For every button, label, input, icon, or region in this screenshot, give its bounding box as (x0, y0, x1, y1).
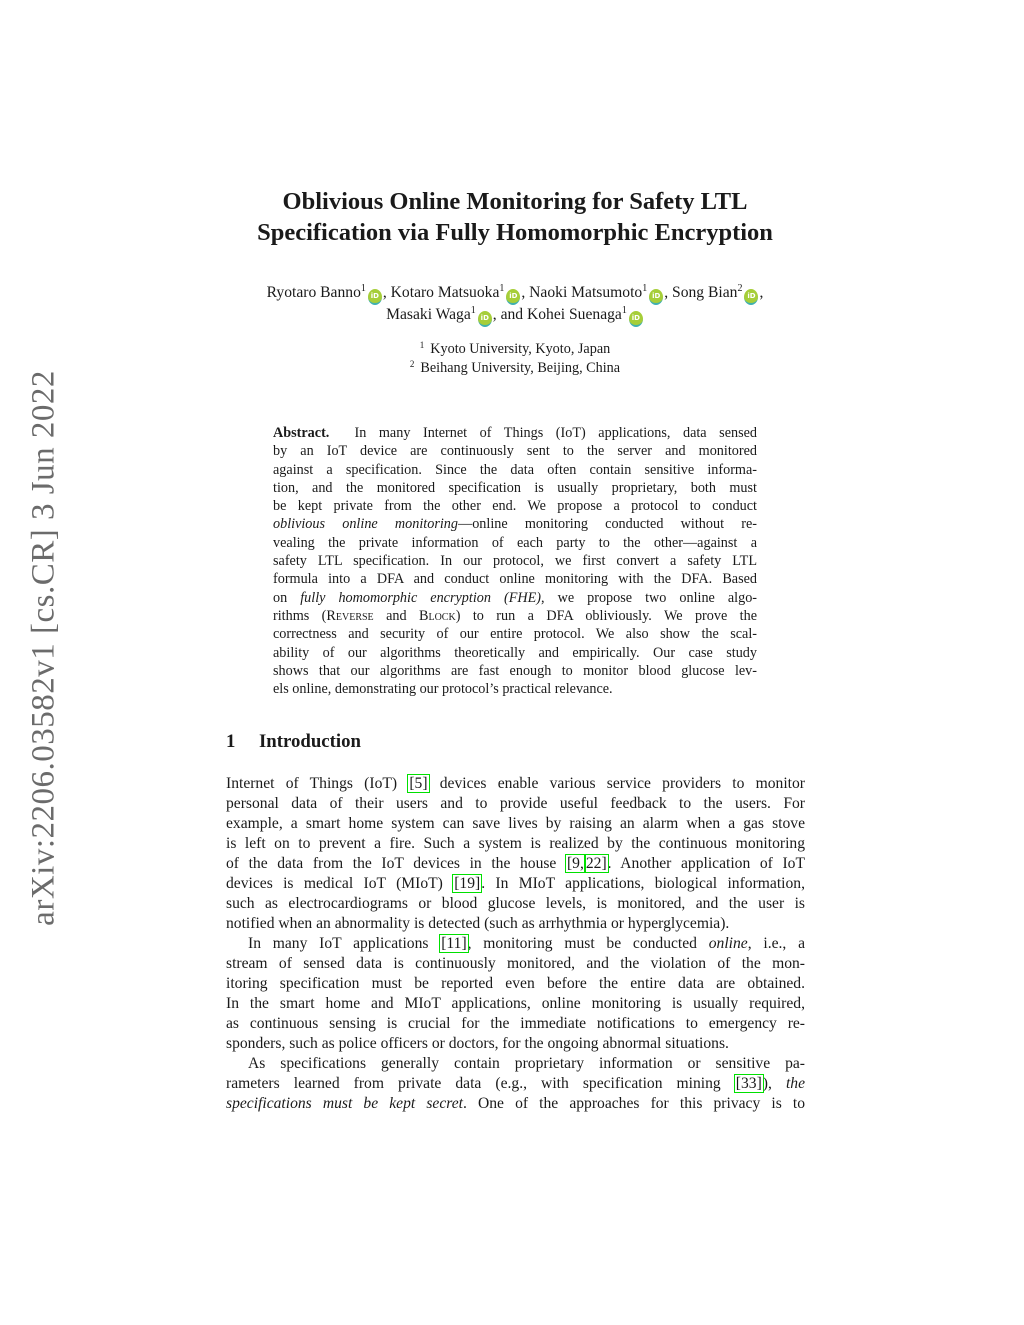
citation-link[interactable]: [5] (409, 775, 428, 792)
citation-link[interactable]: [33] (735, 1075, 762, 1092)
affiliations (180, 340, 850, 377)
orcid-icon[interactable]: iD (744, 289, 758, 305)
orcid-icon[interactable]: iD (368, 289, 382, 305)
author-name: Kohei Suenaga (527, 306, 622, 323)
author-name: Masaki Waga (386, 306, 471, 323)
author-name: Naoki Matsumoto (529, 284, 643, 301)
citation-link[interactable]: 22] (585, 855, 607, 872)
author-name: Ryotaro Banno (266, 284, 361, 301)
section-heading (226, 731, 361, 753)
author-name: Song Bian (672, 284, 738, 301)
orcid-icon[interactable]: iD (478, 311, 492, 327)
affiliation-2: $^2$ Beihang University, Beijing, China (409, 358, 621, 376)
author-name: Kotaro Matsuoka (390, 284, 500, 301)
orcid-icon[interactable]: iD (629, 311, 643, 327)
affiliation-1: $^1$ Kyoto University, Kyoto, Japan (419, 340, 611, 357)
abstract-label: Abstract. (273, 425, 330, 441)
citation-link[interactable]: [19] (454, 875, 481, 892)
orcid-icon[interactable]: iD (506, 289, 520, 305)
citation-link[interactable]: [9, (566, 855, 584, 872)
title-line-2: Specification via Fully Homomorphic Encryption (257, 219, 773, 246)
body-text: Internet of Things (IoT) [5] devices enable various service providers to monitor personal data of their users and to provide useful feedback to the users. For example, a smart home system can save lives by raising an alarm when a gas stove is left on to prevent a fire. Such a system is realized by the continuous monitoring of the data from the IoT devices in the house [9, 22]. Another application of IoT devices is medical IoT (MIoT) [19]. In MIoT applications, biological information, such as electrocardiograms or blood glucose levels, is monitored, and the user is notified when an abnormality is detected (such as arrhythmia or hyperglycemia). In many IoT applications [11], monitoring must be conducted online, i.e., a stream of sensed data is continuously monitored, and the violation of the mon- itoring specification must be reported even before the entire data are obtained. In the smart home and MIoT applications, online monitoring is usually required, as continuous sensing is crucial for the immediate notifications to emergency re- sponders, such as police officers or doctors, for the ongoing abnormal situations. As specifications generally contain proprietary information or sensitive pa- rameters learned from private data (e.g., with specification mining [33]), the specifications must be kept secret. One of the approaches for this privacy is to (226, 775, 806, 1112)
author-list: Ryotaro Banno$^1$iD , Kotaro Matsuoka$^1$iD , Naoki Matsumoto$^1$iD , Song Bian$^2$iD , Masaki Waga$^1$iD , and Kohei Suenaga$^1$iD (180, 283, 850, 327)
paper-title (180, 186, 850, 248)
section-title: Introduction (259, 731, 361, 752)
arxiv-identifier: arXiv:2206.03582v1 [cs.CR] 3 Jun 2022 (25, 370, 62, 926)
orcid-icon[interactable]: iD (649, 289, 663, 305)
section-number: 1 (226, 731, 236, 752)
citation-link[interactable]: [11] (441, 935, 467, 952)
title-line-1: Oblivious Online Monitoring for Safety LTL (282, 188, 748, 215)
abstract: Abstract. In many Internet of Things (IoT) applications, data sensed by an IoT device are continuously sent to the server and monitored against a specification. Since the data often contain sensitive informa- tion, and the monitored specification is usually proprietary, both must be kept private from the other end. We propose a protocol to conduct oblivious online monitoring—online monitoring conducted without re- vealing the private information of each party to the other—against a safety LTL specification. In our protocol, we first convert a safety LTL formula into a DFA and conduct online monitoring with the DFA. Based on fully homomorphic encryption (FHE), we propose two online algo- rithms (Reverse and Block) to run a DFA obliviously. We prove the correctness and security of our entire protocol. We also show the scal- ability of our algorithms theoretically and empirically. Our case study shows that our algorithms are fast enough to monitor blood glucose lev- els online, demonstrating our protocol’s practical relevance. (273, 425, 758, 698)
